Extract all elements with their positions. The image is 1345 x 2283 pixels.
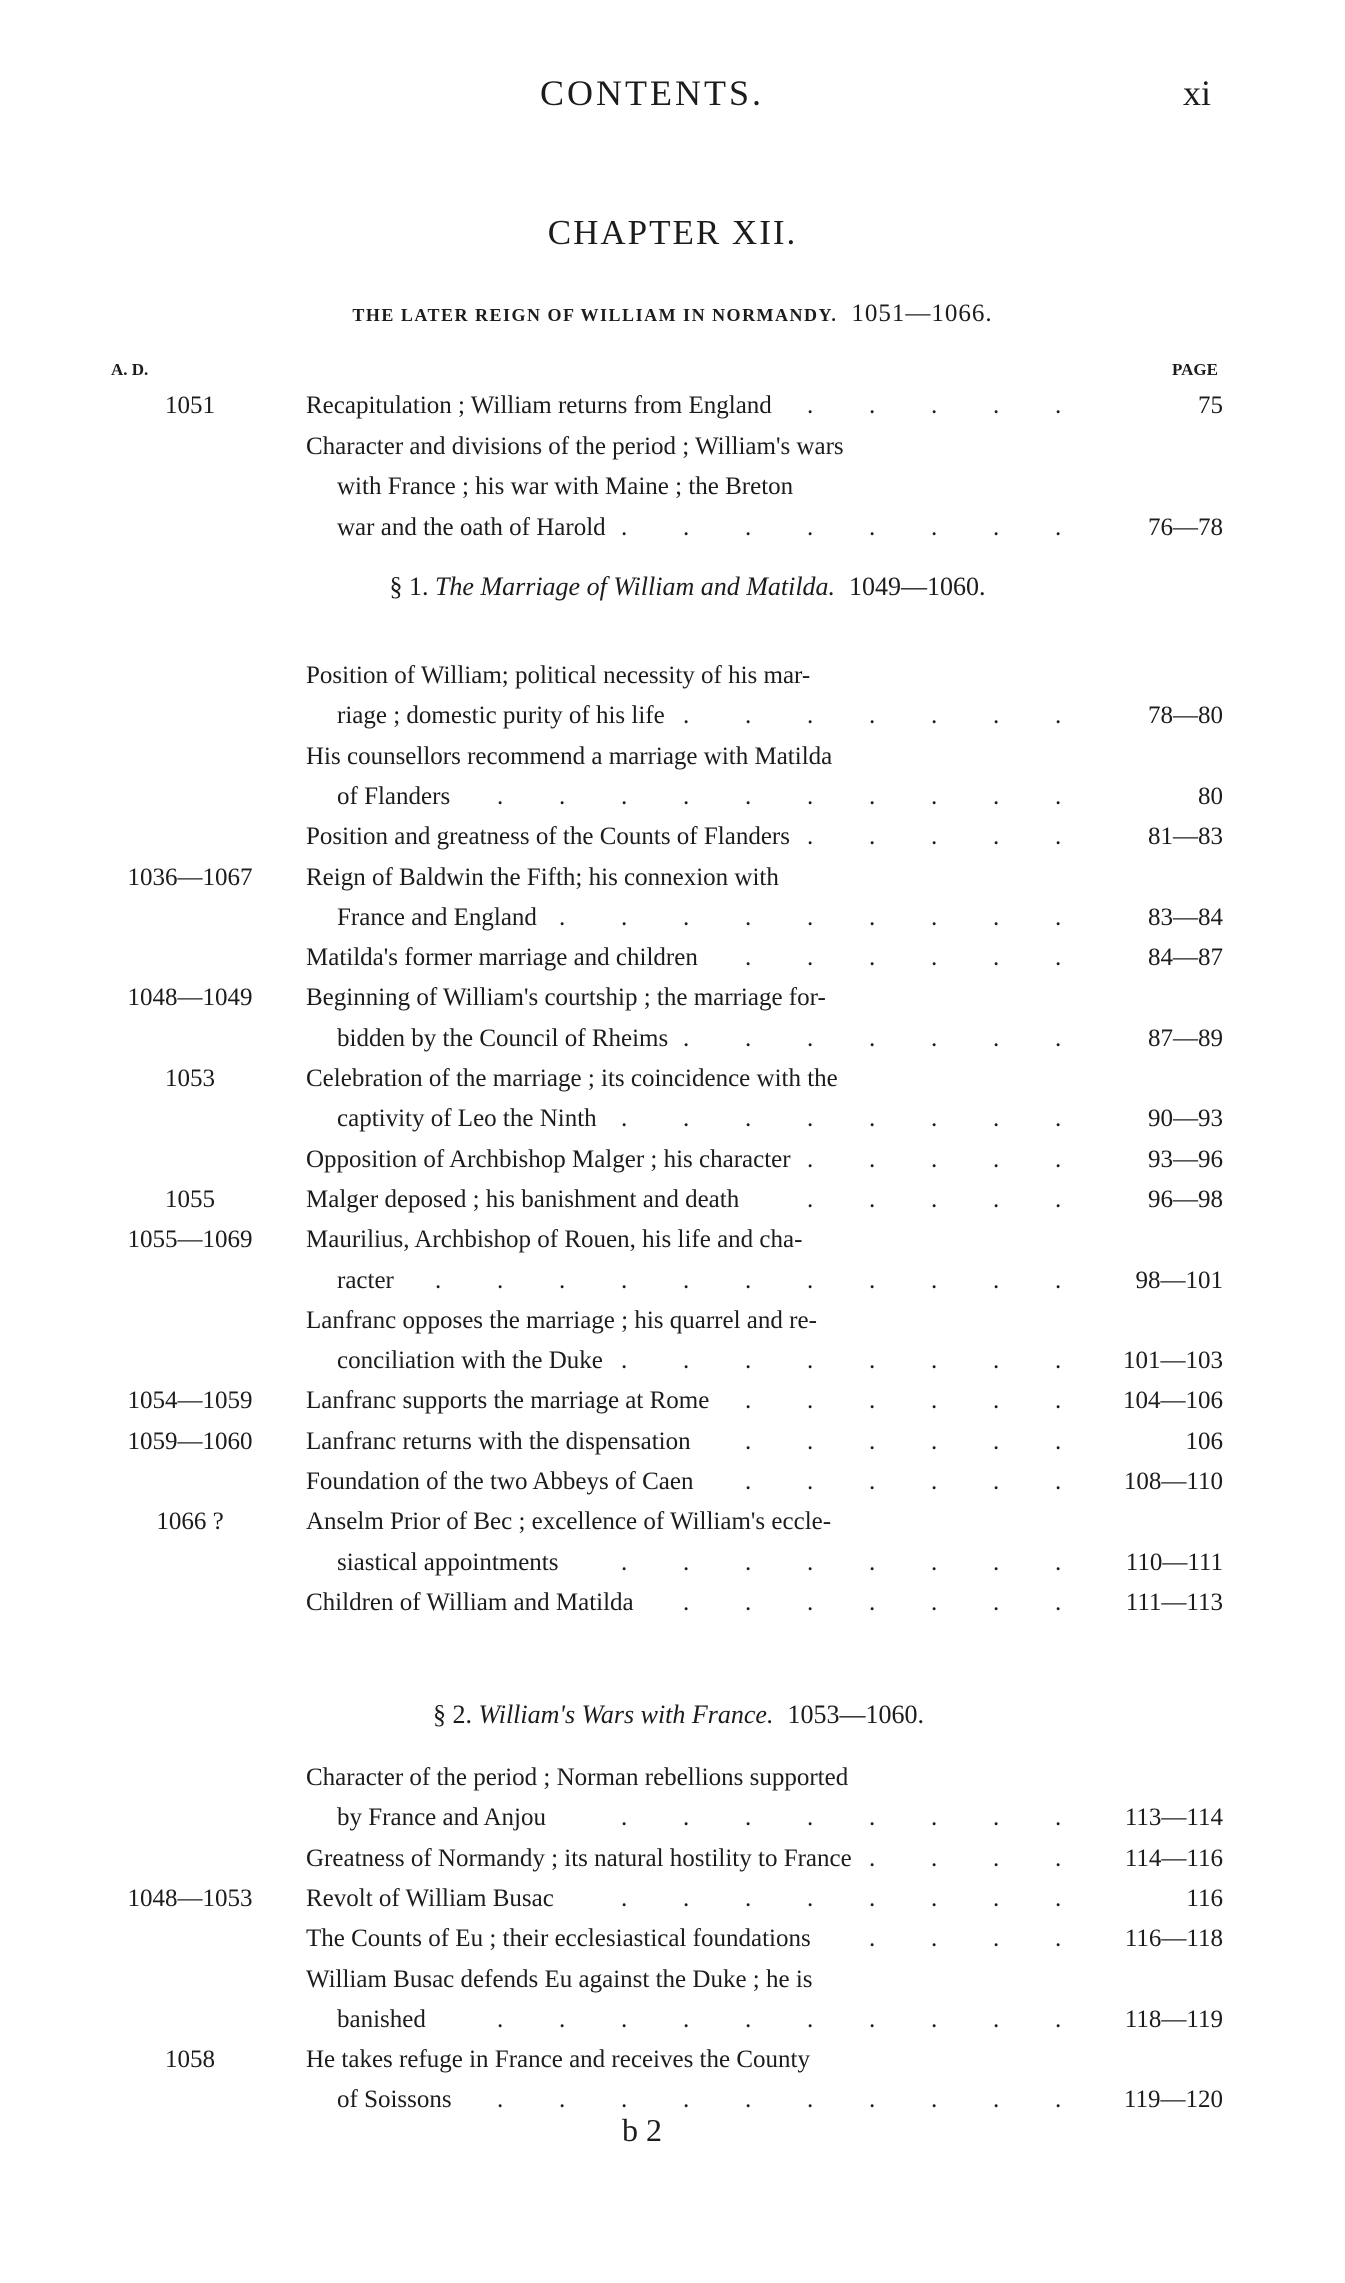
toc-entry: The Counts of Eu ; their ecclesiastical foundations 116—118 . . . . xyxy=(306,1925,1223,1953)
entry-text: bidden by the Council of Rheims xyxy=(337,1024,669,1052)
entry-date: 1036—1067 xyxy=(127,863,253,891)
toc-entry xyxy=(0,864,1345,904)
section-2-title: William's Wars with France. xyxy=(478,1700,774,1729)
entry-page: 83—84 xyxy=(1148,903,1223,931)
entry-text: Character of the period ; Norman rebellions supported xyxy=(306,1764,849,1791)
entry-text: by France and Anjou xyxy=(337,1804,546,1832)
entry-text: Position of William; political necessity of his mar- xyxy=(306,662,811,689)
entry-text: conciliation with the Duke xyxy=(337,1347,603,1375)
toc-entry: riage ; domestic purity of his life 78—80 . . . . . . . xyxy=(337,702,1223,730)
entry-date: 1059—1060 xyxy=(127,1427,253,1455)
toc-entry: racter 98—101 . . . . . . . . . . . xyxy=(337,1266,1223,1294)
chapter-title: CHAPTER XII. xyxy=(547,213,798,252)
toc-entry: 1048—1053 Revolt of William Busac 116 . . . . . . . . xyxy=(0,1885,1345,1925)
entry-text: Reign of Baldwin the Fifth; his connexion with xyxy=(306,863,779,891)
entry-date: 1048—1053 xyxy=(127,1884,253,1912)
entry-text: Position and greatness of the Counts of Flanders xyxy=(306,823,790,851)
entry-text: Celebration of the marriage ; its coincidence with the xyxy=(306,1065,838,1092)
entry-text: Lanfranc supports the marriage at Rome xyxy=(306,1387,710,1415)
toc-entry: captivity of Leo the Ninth 90—93 . . . . . . . . xyxy=(337,1105,1223,1133)
entry-page: 101—103 xyxy=(1123,1347,1223,1375)
entry-date: 1051 xyxy=(165,392,215,419)
entry-date: 1058 xyxy=(165,2046,215,2074)
toc-entry: banished 118—119 . . . . . . . . . . xyxy=(337,2005,1223,2033)
toc-entry: conciliation with the Duke 101—103 . . . . . . . . xyxy=(337,1347,1223,1375)
entry-page: 119—120 xyxy=(1123,2086,1223,2114)
entry-text: of Flanders xyxy=(337,782,451,810)
entry-date: 1055—1069 xyxy=(127,1226,253,1254)
toc-entry: siastical appointments 110—111 . . . . . . . . xyxy=(337,1548,1223,1576)
entry-page: 80 xyxy=(1198,782,1223,810)
entry-text: Anselm Prior of Bec ; excellence of William's eccle- xyxy=(306,1508,832,1536)
entry-page: 90—93 xyxy=(1148,1105,1223,1133)
toc-entry: Matilda's former marriage and children 84—87 . . . . . . xyxy=(306,944,1223,972)
entry-text: of Soissons xyxy=(337,2086,452,2114)
toc-entry: of Flanders 80 . . . . . . . . . . xyxy=(337,782,1223,810)
toc-entry: Position and greatness of the Counts of Flanders 81—83 . . . . . xyxy=(306,823,1223,851)
entry-text: siastical appointments xyxy=(337,1548,559,1576)
toc-entry xyxy=(0,743,1345,783)
toc-entry: 1051 Recapitulation ; William returns from England 75 . . . . . xyxy=(0,392,1345,432)
entry-date: 1066 ? xyxy=(156,1508,224,1536)
entry-text: Maurilius, Archbishop of Rouen, his life and cha- xyxy=(306,1226,803,1254)
section-1-number: § 1. xyxy=(389,572,429,601)
entry-text: He takes refuge in France and receives the County xyxy=(306,2046,810,2074)
toc-entry xyxy=(0,1307,1345,1347)
entry-text: captivity of Leo the Ninth xyxy=(337,1105,597,1133)
section-1-years: 1049—1060. xyxy=(849,572,986,601)
entry-text: banished xyxy=(337,2005,426,2033)
toc-entry: France and England 83—84 . . . . . . . . . xyxy=(337,903,1223,931)
entry-text: with France ; his war with Maine ; the Breton xyxy=(337,473,794,500)
entry-page: 87—89 xyxy=(1148,1024,1223,1052)
running-page-number: xi xyxy=(1183,73,1212,113)
entry-text: Matilda's former marriage and children xyxy=(306,944,698,972)
entry-page: 118—119 xyxy=(1124,2005,1223,2033)
toc-entry xyxy=(0,1508,1345,1548)
entry-page: 104—106 xyxy=(1123,1387,1223,1415)
column-header-ad: A. D. xyxy=(111,360,149,379)
toc-entry xyxy=(0,1226,1345,1266)
entry-text: racter xyxy=(337,1266,394,1294)
entry-page: 108—110 xyxy=(1123,1468,1223,1495)
toc-entry: Foundation of the two Abbeys of Caen 108—110 . . . . . . xyxy=(306,1468,1223,1495)
entry-date: 1055 xyxy=(165,1185,215,1213)
toc-entry xyxy=(0,984,1345,1024)
toc-entry xyxy=(0,1065,1345,1105)
entry-text: Character and divisions of the period ; William's wars xyxy=(306,432,844,460)
entry-page: 96—98 xyxy=(1148,1185,1223,1213)
entry-page: 110—111 xyxy=(1125,1548,1223,1576)
entry-text: Opposition of Archbishop Malger ; his character xyxy=(306,1145,791,1173)
toc-entry: by France and Anjou 113—114 . . . . . . . . xyxy=(337,1804,1223,1832)
entry-text: The Counts of Eu ; their ecclesiastical foundations xyxy=(306,1925,811,1953)
entry-text: Lanfranc opposes the marriage ; his quarrel and re- xyxy=(306,1306,817,1334)
entry-text: riage ; domestic purity of his life xyxy=(337,702,665,730)
chapter-years: 1051—1066. xyxy=(851,300,993,327)
entry-page: 78—80 xyxy=(1148,702,1223,730)
entry-text: France and England xyxy=(337,903,537,931)
section-1-title: The Marriage of William and Matilda. xyxy=(434,572,836,601)
entry-date: 1054—1059 xyxy=(127,1387,253,1415)
entry-date: 1053 xyxy=(165,1065,215,1092)
entry-page: 113—114 xyxy=(1124,1804,1223,1832)
chapter-subtitle-text: THE LATER REIGN OF WILLIAM IN NORMANDY. xyxy=(352,305,838,325)
entry-text: Malger deposed ; his banishment and death xyxy=(306,1185,740,1213)
column-header-page: PAGE xyxy=(1172,360,1218,379)
toc-entry: Greatness of Normandy ; its natural hostility to France 114—116 . . . . xyxy=(306,1844,1223,1872)
entry-page: 84—87 xyxy=(1148,944,1223,972)
signature-mark: b 2 xyxy=(622,2112,662,2148)
entry-text: Greatness of Normandy ; its natural hostility to France xyxy=(306,1844,852,1872)
entry-page: 93—96 xyxy=(1148,1145,1223,1173)
entry-page: 114—116 xyxy=(1124,1844,1223,1872)
entry-date: 1048—1049 xyxy=(127,984,253,1012)
toc-entry: 1059—1060 Lanfranc returns with the dispensation 106 . . . . . . xyxy=(0,1428,1345,1468)
toc-entry xyxy=(0,1966,1345,2006)
toc-entry: bidden by the Council of Rheims 87—89 . . . . . . . xyxy=(337,1024,1223,1052)
toc-entry xyxy=(0,2046,1345,2086)
entry-page: 106 xyxy=(1185,1427,1223,1455)
entry-text: war and the oath of Harold xyxy=(337,513,606,541)
toc-entry: 1054—1059 Lanfranc supports the marriage at Rome 104—106 . . . . . . xyxy=(0,1387,1345,1427)
entry-text: Beginning of William's courtship ; the marriage for- xyxy=(306,984,826,1012)
running-title: CONTENTS. xyxy=(540,73,764,113)
entry-page: 76—78 xyxy=(1148,513,1223,541)
toc-entry: Opposition of Archbishop Malger ; his character 93—96 . . . . . xyxy=(306,1145,1223,1173)
toc-entry xyxy=(0,662,1345,702)
section-2-years: 1053—1060. xyxy=(787,1700,924,1729)
running-head xyxy=(0,72,1345,122)
entry-text: Recapitulation ; William returns from England xyxy=(306,392,772,419)
entry-text: Lanfranc returns with the dispensation xyxy=(306,1427,691,1455)
toc-entry xyxy=(0,1764,1345,1804)
entry-text: Foundation of the two Abbeys of Caen xyxy=(306,1468,694,1495)
toc-entry xyxy=(0,433,1345,473)
section-2-number: § 2. xyxy=(433,1700,473,1729)
section-1-heading xyxy=(0,572,1345,602)
toc-entry xyxy=(0,473,1345,513)
entry-text: His counsellors recommend a marriage with Matilda xyxy=(306,742,833,770)
chapter-subtitle xyxy=(0,300,1345,328)
toc-entry: of Soissons 119—120 . . . . . . . . . . xyxy=(337,2086,1223,2114)
entry-page: 111—113 xyxy=(1125,1588,1223,1616)
entry-page: 116 xyxy=(1186,1884,1223,1912)
entry-page: 81—83 xyxy=(1148,823,1223,851)
toc-entry: 1055 Malger deposed ; his banishment and death 96—98 . . . . . xyxy=(0,1186,1345,1226)
entry-text: William Busac defends Eu against the Duke ; he is xyxy=(306,1965,813,1993)
toc-entry: war and the oath of Harold 76—78 . . . . . . . . xyxy=(337,513,1223,541)
entry-page: 116—118 xyxy=(1124,1925,1223,1953)
entry-text: Children of William and Matilda xyxy=(306,1588,634,1616)
entry-text: Revolt of William Busac xyxy=(306,1884,554,1912)
entry-page: 75 xyxy=(1198,392,1223,419)
entry-page: 98—101 xyxy=(1135,1266,1223,1294)
toc-entry: Children of William and Matilda 111—113 . . . . . . . xyxy=(306,1588,1223,1616)
section-2-heading xyxy=(0,1700,1345,1730)
